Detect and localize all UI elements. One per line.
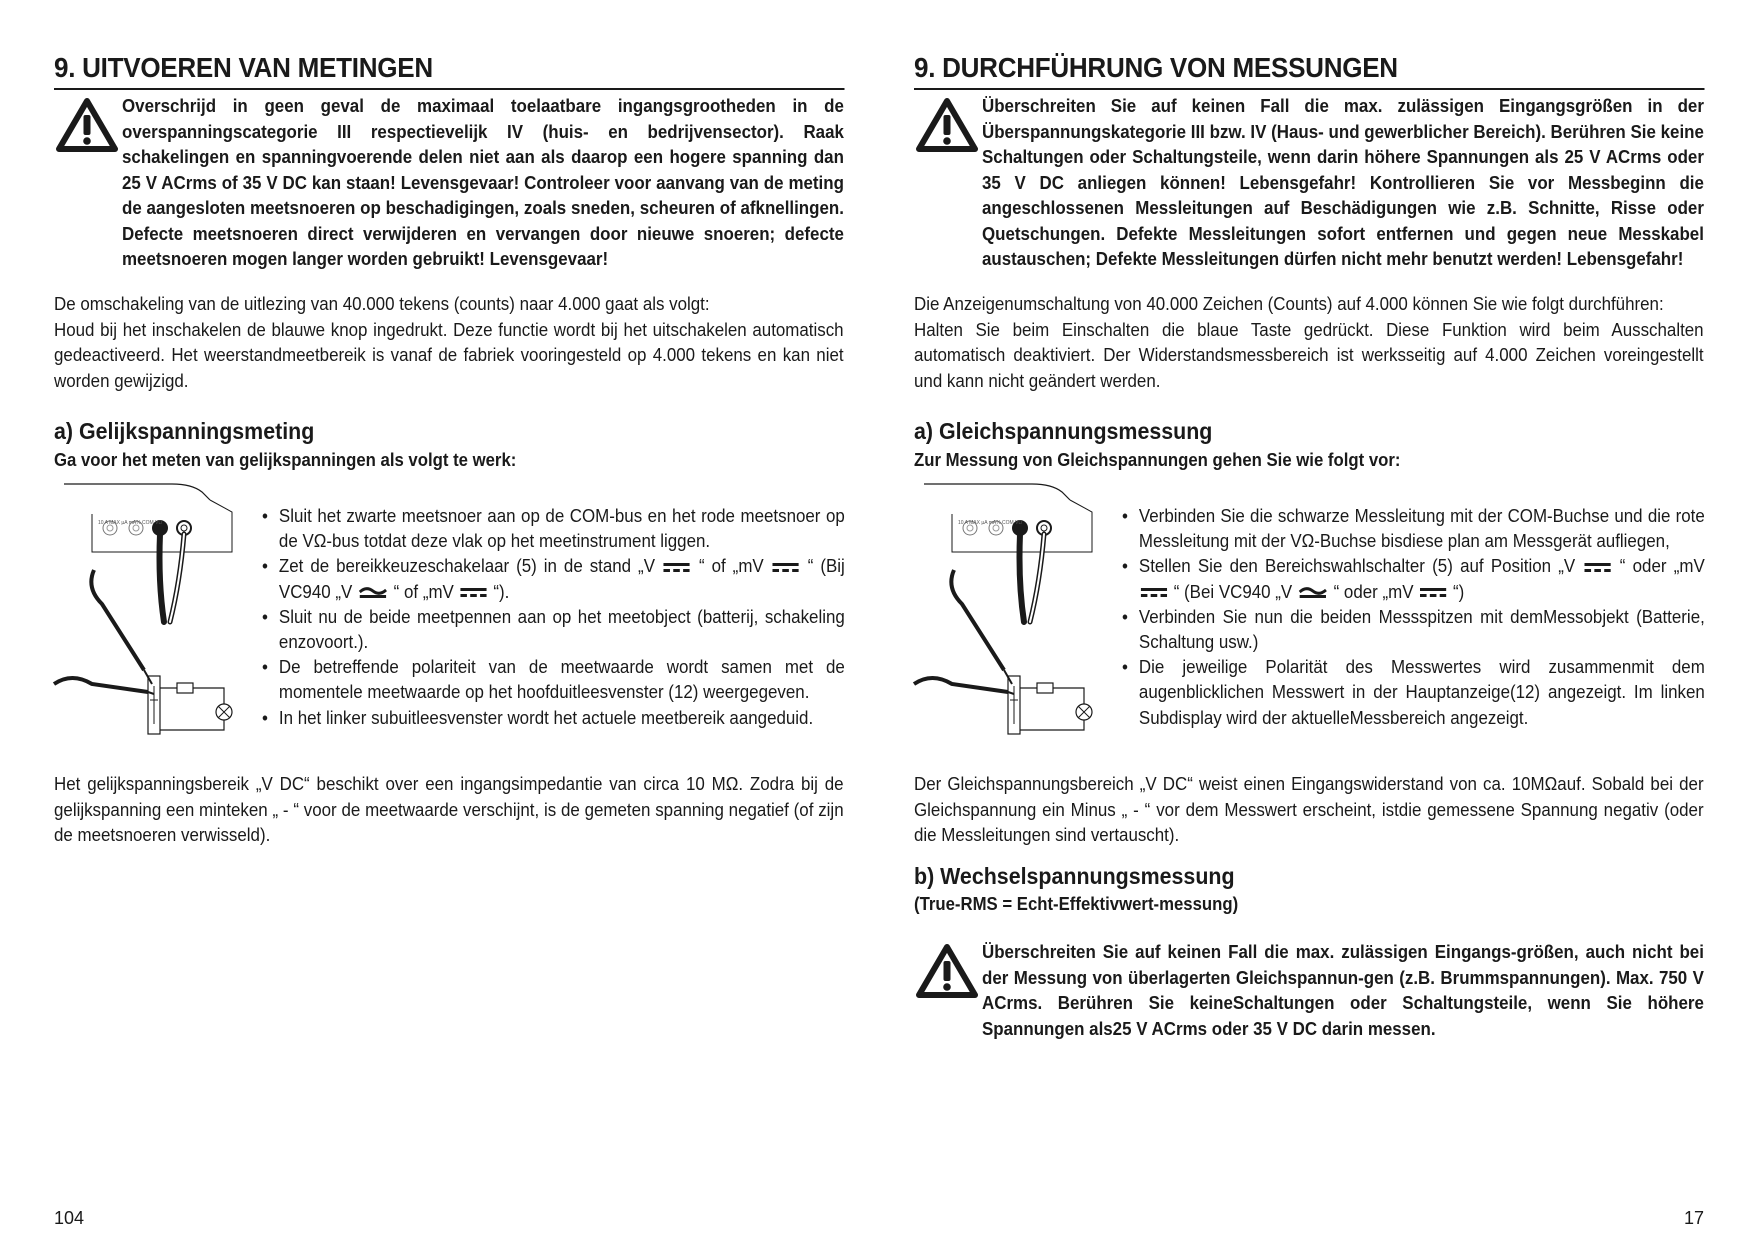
page-number: 17 [1683, 1208, 1704, 1228]
list-item: • Verbinden Sie nun die beiden Messspitzen mit demMessobjekt (Batterie, Schaltung usw.) [1122, 605, 1705, 655]
section-b-subtitle: (True-RMS = Echt-Effektivwert-messung) [914, 894, 1239, 914]
intro-line-2: Halten Sie beim Einschalten die blaue Taste gedrückt. Diese Funktion wird beim Ausschalten automatisch deaktiviert. Der Widerstandsmessbereich ist werksseitig auf 4.000 Zeichen voreingestellt und kann nicht geändert werden. [914, 319, 1704, 391]
measurement-diagram [52, 482, 242, 752]
intro-paragraph [914, 292, 1704, 394]
list-item: • Sluit nu de beide meetpennen aan op het meetobject (batterij, schakeling enzovoort.). [262, 605, 845, 655]
closing-paragraph: Het gelijkspanningsbereik „V DC“ beschikt over een ingangsimpedantie van circa 10 MΩ. Zodra bij de gelijkspanning een minteken „ - “ voor de meetwaarde verschijnt, is de gemeten spanning negatief (of zijn de meetsnoeren verwisseld). [54, 774, 844, 845]
page-number: 104 [54, 1208, 85, 1228]
section-a-intro: Zur Messung von Gleichspannungen gehen Sie wie folgt vor: [914, 450, 1401, 470]
section-b-title: b) Wechselspannungsmessung [914, 863, 1235, 889]
measurement-diagram [912, 482, 1102, 752]
chapter-title: 9. DURCHFÜHRUNG VON MESSUNGEN [914, 52, 1705, 90]
warning-triangle-icon [916, 98, 978, 152]
right-page [914, 0, 1704, 1241]
list-item: • Zet de bereikkeuzeschakelaar (5) in de stand „V “ of „mV “ (Bij VC940 „V “ of „mV “). [262, 554, 845, 604]
list-item: • In het linker subuitleesvenster wordt het actuele meetbereik aangeduid. [262, 706, 845, 731]
socket-label-10a: 10 A MAX [98, 520, 120, 526]
socket-label-v: VΩ [1015, 520, 1023, 526]
socket-label-v: VΩ [155, 520, 163, 526]
dc-symbol-icon [773, 563, 799, 573]
socket-label-ua: µA mA% [121, 520, 141, 526]
instruction-list [262, 504, 844, 731]
list-item: • De betreffende polariteit van de meetwaarde wordt samen met de momentele meetwaarde op het hoofduitleesvenster (12) weergegeven. [262, 655, 845, 705]
dc-symbol-icon [664, 563, 690, 573]
ac-dc-symbol-icon [1299, 587, 1327, 599]
dc-symbol-icon [460, 588, 486, 598]
section-a-title: a) Gelijkspanningsmeting [54, 418, 315, 444]
list-item: • Stellen Sie den Bereichswahlschalter (5) auf Position „V “ oder „mV “ (Bei VC940 „V “ oder „mV “) [1122, 554, 1705, 604]
socket-label-com: COM [142, 520, 154, 526]
socket-label-10a: 10 A MAX [958, 520, 980, 526]
warning-text: Overschrijd in geen geval de maximaal toelaatbare ingangsgrootheden in de overspanningscategorie III respectievelijk IV (huis- en bedrijvensector). Raak schakelingen en spanningvoerende delen niet aan als daarop een hogere spanning dan 25 V ACrms of 35 V DC kan staan! Levensgevaar! Controleer voor aanvang van de meting de aangesloten meetsnoeren op beschadigingen, zoals sneden, scheuren of afknellingen. Defecte meetsnoeren direct verwijderen en vervangen door nieuwe snoeren; defecte meetsnoeren mogen langer worden gebruikt! Levensgevaar! [122, 96, 844, 269]
section-a-intro: Ga voor het meten van gelijkspanningen als volgt te werk: [54, 450, 517, 470]
ac-dc-symbol-icon [359, 587, 387, 599]
warning-triangle-icon [56, 98, 118, 152]
intro-line-2: Houd bij het inschakelen de blauwe knop ingedrukt. Deze functie wordt bij het uitschakelen automatisch gedeactiveerd. Het weerstandmeetbereik is vanaf de fabriek vooringesteld op 4.000 tekens en kan niet worden gewijzigd. [54, 319, 844, 391]
list-item: • Sluit het zwarte meetsnoer aan op de COM-bus en het rode meetsnoer op de VΩ-bus totdat deze vlak op het meetinstrument liggen. [262, 504, 845, 554]
warning-text: Überschreiten Sie auf keinen Fall die max. zulässigen Eingangsgrößen in der Überspannungskategorie III bzw. IV (Haus- und gewerblicher Bereich). Berühren Sie keine Schaltungen oder Schaltungsteile, wenn darin höhere Spannungen als 25 V ACrms oder 35 V DC anliegen können! Lebensgefahr! Kontrollieren Sie vor Messbeginn die angeschlossenen Messleitungen auf Beschädigungen wie z.B. Schnitte, Risse oder Quetschungen. Defekte Messleitungen sofort entfernen und gegen neue Messkabel austauschen; Defekte Messleitungen dürfen nicht mehr benutzt werden! Lebensgefahr! [982, 96, 1704, 269]
socket-label-ua: µA mA% [981, 520, 1001, 526]
socket-label-com: COM [1002, 520, 1014, 526]
closing-paragraph: Der Gleichspannungsbereich „V DC“ weist einen Eingangswiderstand von ca. 10MΩauf. Sobald bei der Gleichspannung ein Minus „ - “ vor dem Messwert erscheint, istdie gemessene Spannung negativ (oder die Messleitungen sind vertauscht). [914, 774, 1704, 845]
intro-paragraph [54, 292, 844, 394]
instruction-list [1122, 504, 1704, 731]
list-item: • Verbinden Sie die schwarze Messleitung mit der COM-Buchse und die rote Messleitung mit der VΩ-Buchse bisdiese plan am Messgerät aufliegen, [1122, 504, 1705, 554]
warning-triangle-icon [916, 944, 978, 998]
chapter-title: 9. UITVOEREN VAN METINGEN [54, 52, 845, 90]
section-a-title: a) Gleichspannungsmessung [914, 418, 1213, 444]
left-page [54, 0, 844, 1241]
dc-symbol-icon [1420, 588, 1446, 598]
dc-symbol-icon [1141, 588, 1167, 598]
list-item: • Die jeweilige Polarität des Messwertes wird zusammenmit dem augenblicklichen Messwert in der Hauptanzeige(12) angezeigt. Im linken Subdisplay wird der aktuelleMessbereich angezeigt. [1122, 655, 1705, 731]
dc-symbol-icon [1584, 563, 1610, 573]
warning-text: Überschreiten Sie auf keinen Fall die max. zulässigen Eingangs-größen, auch nicht bei der Messung von überlagerten Gleichspannun-gen (z.B. Brummspannungen). Max. 750 V ACrms. Berühren Sie keineSchaltungen oder Schaltungsteile, wenn Sie höhere Spannungen als25 V ACrms oder 35 V DC darin messen. [982, 942, 1704, 1039]
intro-line-1: De omschakeling van de uitlezing van 40.000 tekens (counts) naar 4.000 gaat als volgt: [54, 294, 710, 314]
intro-line-1: Die Anzeigenumschaltung von 40.000 Zeichen (Counts) auf 4.000 können Sie wie folgt durchführen: [914, 294, 1664, 314]
